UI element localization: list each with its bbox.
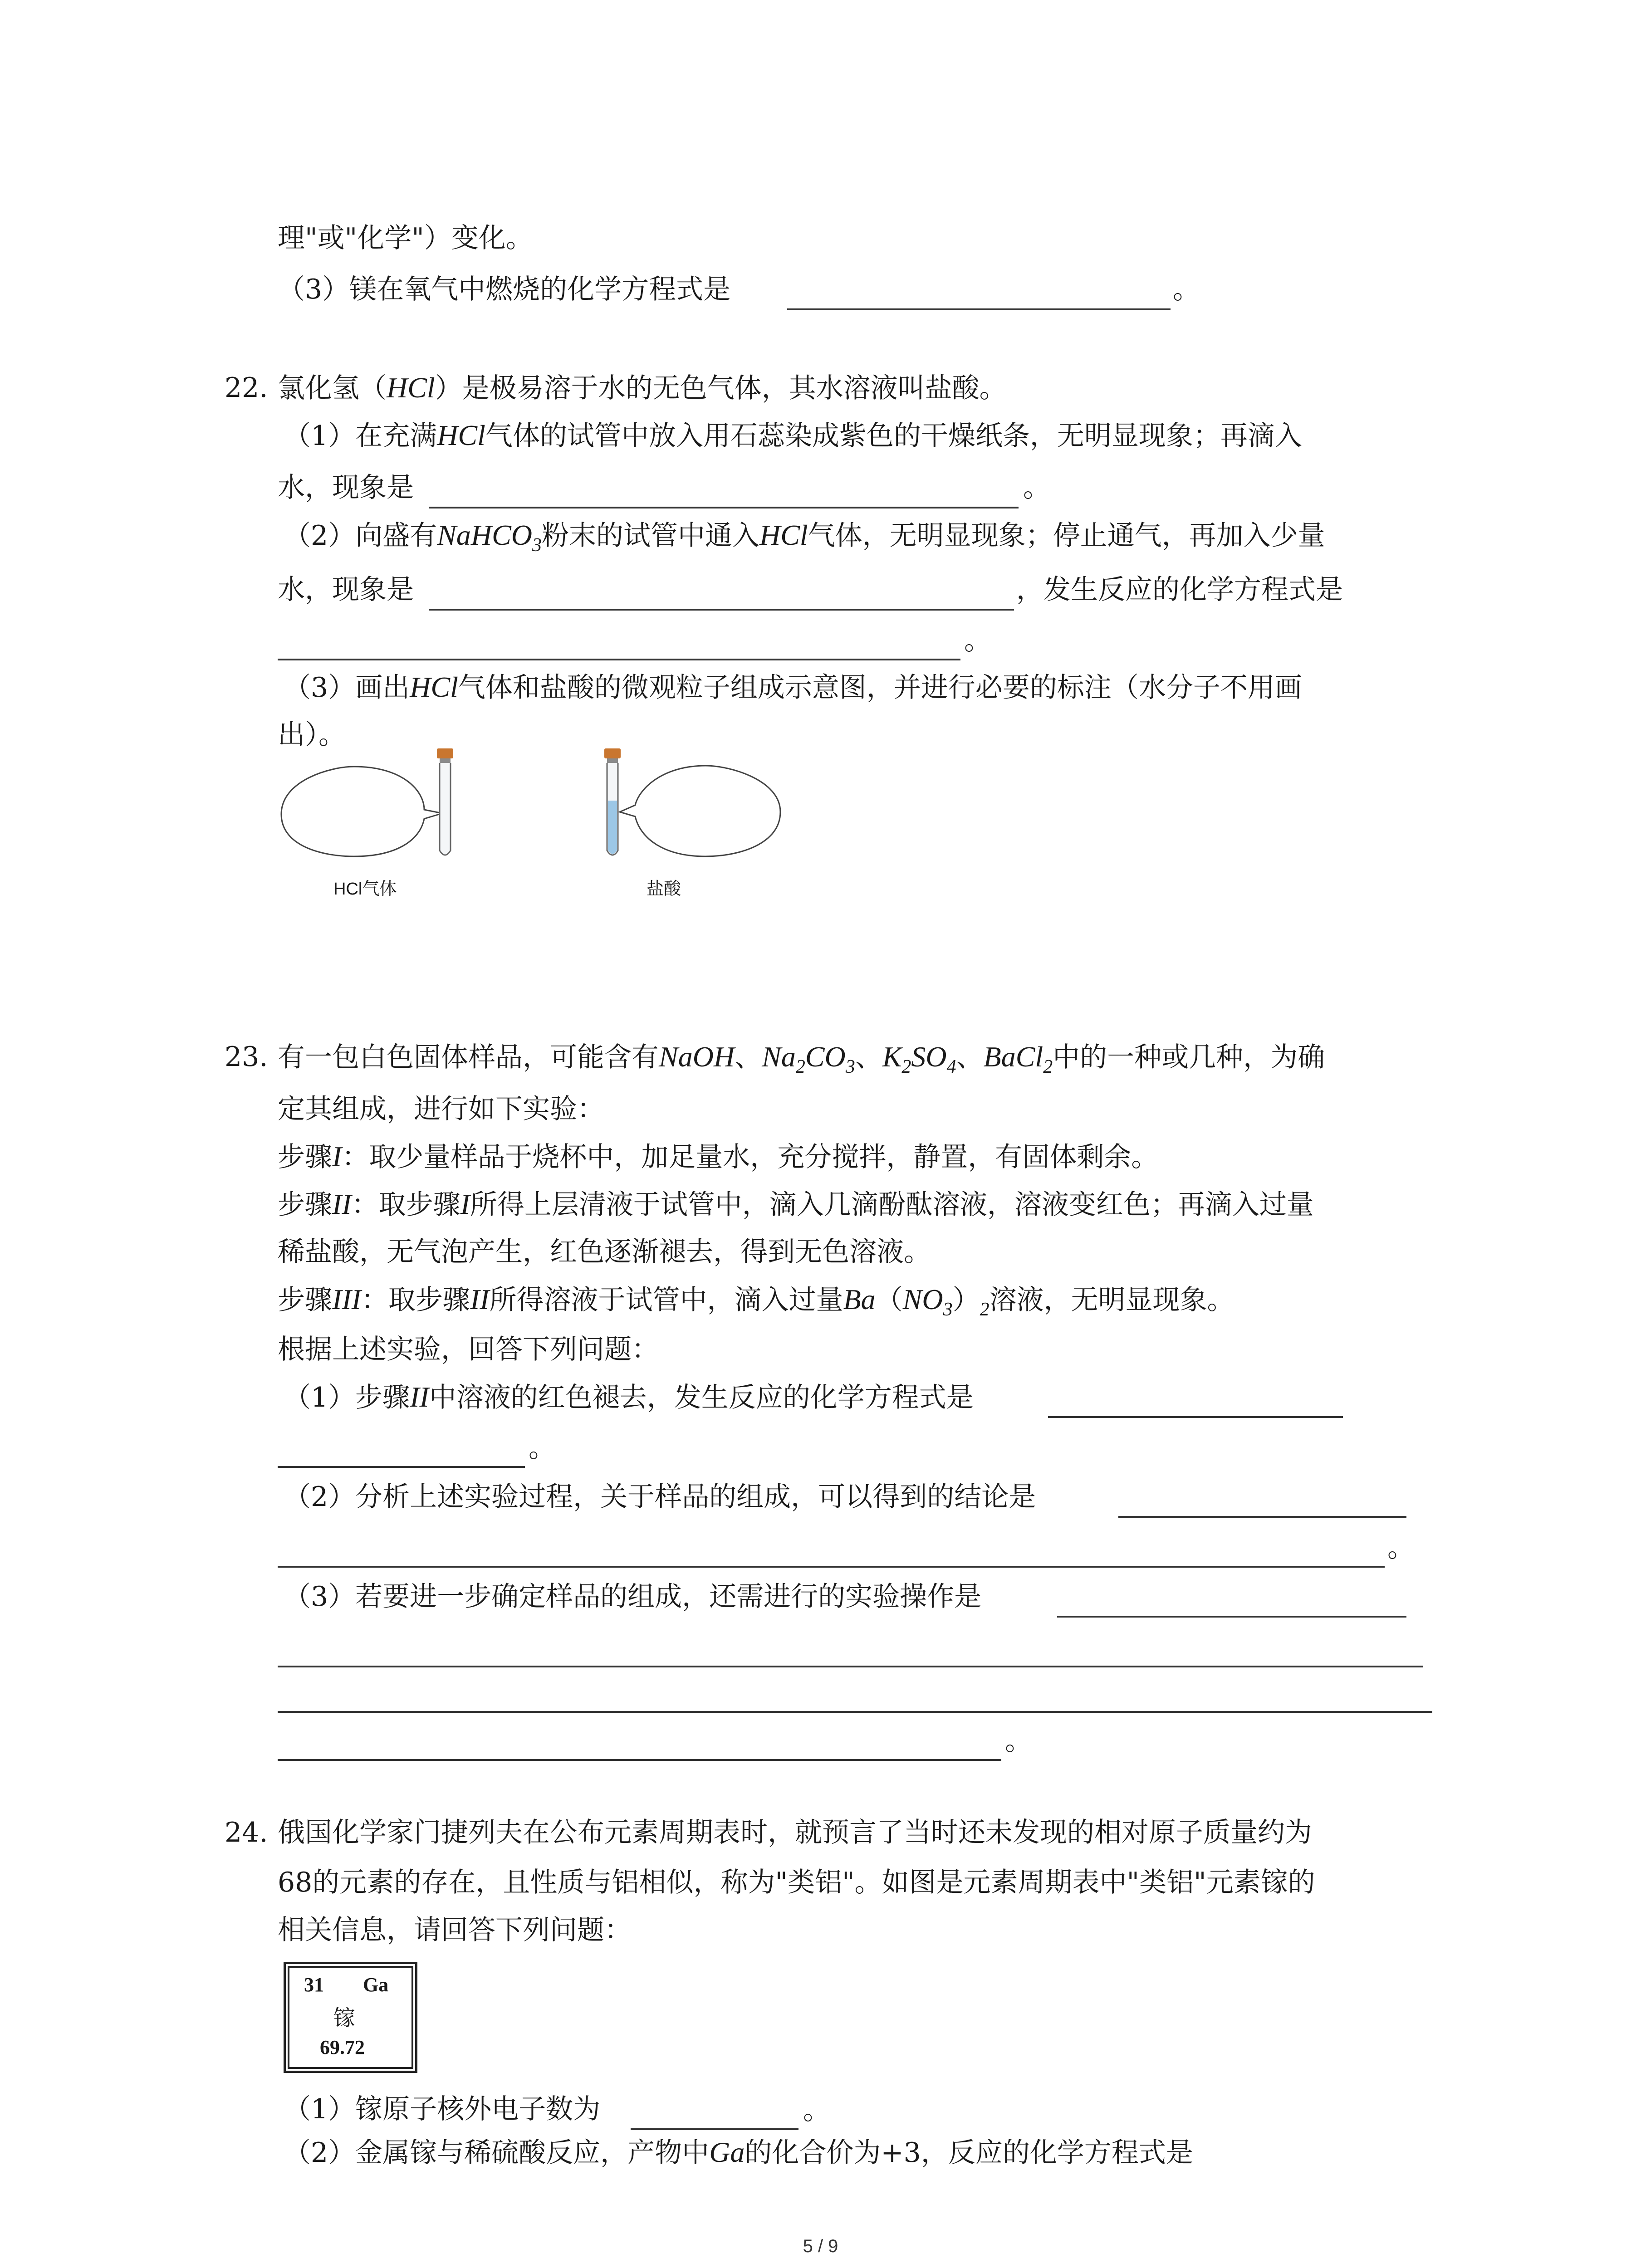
q22-part1: （1）在充满HCl气体的试管中放入用石蕊染成紫色的干燥纸条，无明显现象；再滴入 — [284, 419, 1302, 452]
q22-part1-cont: 水，现象是 — [278, 472, 414, 503]
q21-answer-blank[interactable] — [787, 308, 1171, 310]
q22-1-answer-blank[interactable] — [429, 507, 1019, 508]
hcl-gas-caption: HCl气体 — [333, 880, 397, 899]
period: 。 — [1173, 274, 1200, 305]
q22-part2: （2）向盛有NaHCO$_3$粉末的试管中通入HCl气体，无明显现象；停止通气，再加入少量 — [284, 519, 1325, 556]
q24-line2: 68的元素的存在，且性质与铝相似，称为"类铝"。如图是元素周期表中"类铝"元素镓的 — [278, 1867, 1315, 1898]
period: 。 — [1023, 472, 1050, 503]
q23-step2: 步骤II：取步骤I所得上层清液于试管中，滴入几滴酚酞溶液，溶液变红色；再滴入过量 — [278, 1188, 1314, 1221]
period: 。 — [1005, 1725, 1032, 1757]
element-name: 镓 — [333, 2005, 356, 2031]
q24-part1: （1）镓原子核外电子数为 — [284, 2093, 601, 2125]
period: 。 — [1387, 1532, 1415, 1564]
atomic-number: 31 — [304, 1974, 324, 1996]
page-number: 5 / 9 — [803, 2236, 838, 2256]
q21-line: 理"或"化学"）变化。 — [278, 222, 533, 254]
q23-step2-cont: 稀盐酸，无气泡产生，红色逐渐褪去，得到无色溶液。 — [278, 1236, 931, 1268]
q23-1-answer-blank[interactable] — [1048, 1416, 1343, 1418]
period: 。 — [803, 2094, 830, 2126]
q23-3-answer-blank[interactable] — [1057, 1616, 1406, 1618]
q23-3-answer-line-2[interactable] — [278, 1666, 1423, 1667]
q22-2-phenomenon-blank[interactable] — [429, 609, 1014, 611]
q24-1-answer-blank[interactable] — [631, 2128, 798, 2130]
q23-2-answer-blank[interactable] — [1118, 1516, 1406, 1518]
q23-intro-cont: 定其组成，进行如下实验： — [278, 1093, 604, 1125]
q23-step1: 步骤I：取少量样品于烧杯中，加足量水，充分搅拌，静置，有固体剩余。 — [278, 1140, 1159, 1173]
q23-1-answer-blank-cont[interactable] — [278, 1466, 525, 1468]
question-number: 24. — [225, 1817, 268, 1848]
q23-step3: 步骤III：取步骤II所得溶液于试管中，滴入过量$Ba(NO_3)_2$溶液，无明显现象。 — [278, 1283, 1234, 1320]
q24-line3: 相关信息，请回答下列问题： — [278, 1914, 632, 1946]
q22-part2-eq-label: ，发生反应的化学方程式是 — [1016, 574, 1343, 606]
atomic-mass: 69.72 — [320, 2036, 365, 2058]
q22-part3: （3）画出HCl气体和盐酸的微观粒子组成示意图，并进行必要的标注（水分子不用画 — [284, 671, 1302, 704]
q23-part3: （3）若要进一步确定样品的组成，还需进行的实验操作是 — [284, 1581, 982, 1613]
q23-3-answer-line-3[interactable] — [278, 1711, 1432, 1713]
question-number: 23. — [225, 1041, 268, 1073]
q23-lead: 根据上述实验，回答下列问题： — [278, 1334, 659, 1365]
q21-part3: （3）镁在氧气中燃烧的化学方程式是 — [278, 274, 731, 305]
q23-part2: （2）分析上述实验过程，关于样品的组成，可以得到的结论是 — [284, 1481, 1036, 1513]
question-number: 22. — [225, 372, 268, 404]
q24-part2: （2）金属镓与稀硫酸反应，产物中Ga的化合价为+3，反应的化学方程式是 — [284, 2136, 1193, 2169]
q23-3-answer-line-4[interactable] — [278, 1759, 1001, 1761]
test-tube-diagram — [272, 748, 817, 885]
hcl-gas-test-tube-icon — [437, 748, 453, 855]
hydrochloric-acid-caption: 盐酸 — [647, 880, 681, 899]
hydrochloric-acid-test-tube-icon — [604, 748, 621, 855]
hydrochloric-acid-bubble — [620, 766, 780, 856]
period: 。 — [964, 625, 991, 656]
q22-part3-cont: 出）。 — [278, 719, 346, 751]
q23-intro: 有一包白色固体样品，可能含有NaOH、$Na_2CO_3$、$K_2SO_4$、BaCl$_2$中的一种或几种，为确 — [278, 1041, 1325, 1077]
period: 。 — [529, 1432, 556, 1464]
q24-line1: 俄国化学家门捷列夫在公布元素周期表时，就预言了当时还未发现的相对原子质量约为 — [278, 1817, 1312, 1848]
q22-intro: 氯化氢（HCl）是极易溶于水的无色气体，其水溶液叫盐酸。 — [278, 371, 1007, 404]
gallium-element-tile — [284, 1962, 417, 2073]
q22-2-equation-blank[interactable] — [278, 659, 960, 660]
q23-part1: （1）步骤II中溶液的红色褪去，发生反应的化学方程式是 — [284, 1381, 974, 1413]
hcl-gas-bubble — [281, 767, 442, 856]
element-symbol: Ga — [363, 1974, 389, 1996]
q23-2-answer-blank-cont[interactable] — [278, 1566, 1385, 1568]
q22-part2-cont: 水，现象是 — [278, 574, 414, 606]
